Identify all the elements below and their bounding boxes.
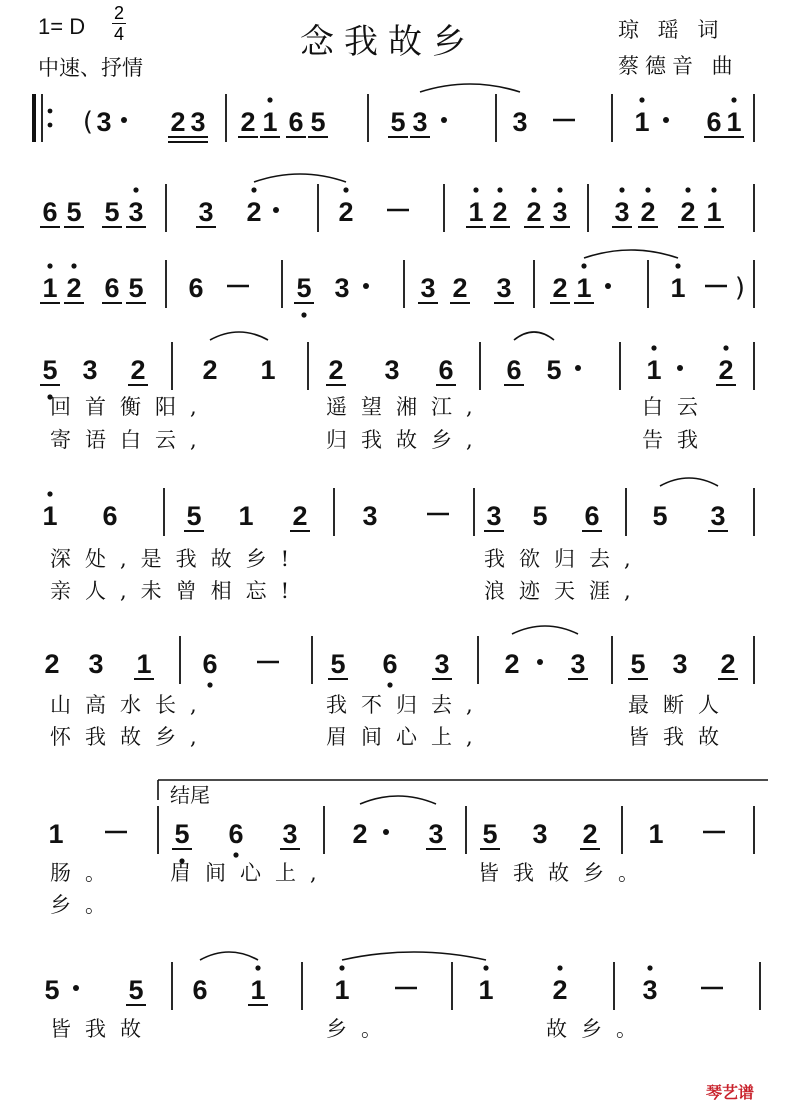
repeat-dot: [48, 123, 53, 128]
note: 3: [420, 273, 436, 303]
lyricist-credit: 琼 瑶 词: [618, 18, 725, 42]
note: 2: [44, 649, 60, 679]
note: 1: [670, 273, 686, 303]
tie-slur: [660, 478, 718, 486]
note: 2: [718, 355, 734, 385]
lyric-text: 归我故乡,: [326, 428, 487, 452]
note: 3: [428, 819, 444, 849]
note: 6: [288, 107, 304, 137]
high-octave-dot: [581, 263, 586, 268]
note: 6: [228, 819, 244, 849]
lyric-text: 白云: [642, 395, 712, 419]
ending-label: 结尾: [170, 783, 210, 807]
note: 2: [492, 197, 508, 227]
low-octave-dot: [301, 312, 306, 317]
note: 3: [672, 649, 688, 679]
note: 2: [246, 197, 262, 227]
augmentation-dot: [605, 283, 611, 289]
note: 6: [706, 107, 722, 137]
lyric-text: 我欲归去,: [484, 547, 645, 571]
note: 5: [532, 501, 548, 531]
lyric-text: 故乡。: [546, 1017, 651, 1041]
note: 1: [48, 819, 64, 849]
note: 3: [412, 107, 428, 137]
time-signature-top: 2: [113, 3, 124, 23]
lyric-text: 皆我故: [50, 1017, 155, 1041]
note: 2: [720, 649, 736, 679]
note: 3: [282, 819, 298, 849]
note: 2: [640, 197, 656, 227]
note: 6: [506, 355, 522, 385]
lyric-text: 眉间心上,: [170, 861, 331, 885]
note: 2: [582, 819, 598, 849]
note: 5: [390, 107, 406, 137]
note: 6: [192, 975, 208, 1005]
note: 1: [250, 975, 266, 1005]
note: 3: [128, 197, 144, 227]
note: 3: [496, 273, 512, 303]
repeat-thick-bar: [32, 94, 36, 142]
note: 3: [552, 197, 568, 227]
lyric-text: 眉间心上,: [326, 725, 487, 749]
note: 2: [452, 273, 468, 303]
high-octave-dot: [343, 187, 348, 192]
note: 2: [66, 273, 82, 303]
high-octave-dot: [675, 263, 680, 268]
note: 2: [202, 355, 218, 385]
high-octave-dot: [647, 965, 652, 970]
high-octave-dot: [711, 187, 716, 192]
note: 3: [570, 649, 586, 679]
note: 1: [42, 501, 58, 531]
note: 2: [240, 107, 256, 137]
note: 2: [504, 649, 520, 679]
augmentation-dot: [363, 283, 369, 289]
high-octave-dot: [645, 187, 650, 192]
key-signature: 1= D: [38, 14, 86, 39]
note: 5: [42, 355, 58, 385]
note: 6: [102, 501, 118, 531]
lyric-text: 皆我故乡。: [478, 861, 653, 885]
note: 5: [66, 197, 82, 227]
high-octave-dot: [557, 965, 562, 970]
lyric-text: 山高水长,: [50, 693, 211, 717]
tie-slur: [514, 332, 554, 340]
low-octave-dot: [233, 852, 238, 857]
note: 6: [584, 501, 600, 531]
augmentation-dot: [663, 117, 669, 123]
tie-slur: [254, 174, 346, 182]
note: 1: [478, 975, 494, 1005]
note: 2: [130, 355, 146, 385]
high-octave-dot: [557, 187, 562, 192]
note: 1: [726, 107, 742, 137]
note: 1: [238, 501, 254, 531]
tie-slur: [210, 332, 268, 340]
tie-slur: [342, 952, 486, 960]
tie-slur: [584, 250, 678, 258]
note: 5: [186, 501, 202, 531]
note: 2: [352, 819, 368, 849]
lyric-text: 寄语白云,: [50, 428, 211, 452]
note: 3: [532, 819, 548, 849]
tie-slur: [360, 796, 436, 804]
note: 6: [438, 355, 454, 385]
note: 3: [434, 649, 450, 679]
note: 3: [614, 197, 630, 227]
note: 6: [382, 649, 398, 679]
note: 2: [292, 501, 308, 531]
high-octave-dot: [723, 345, 728, 350]
high-octave-dot: [71, 263, 76, 268]
note: 3: [88, 649, 104, 679]
page-title: 念我故乡: [300, 22, 476, 62]
high-octave-dot: [267, 97, 272, 102]
note: 1: [42, 273, 58, 303]
lyric-text: 浪迹天涯,: [484, 579, 645, 603]
note: 6: [42, 197, 58, 227]
note: 1: [260, 355, 276, 385]
bracket-text: (: [82, 107, 94, 137]
high-octave-dot: [251, 187, 256, 192]
note: 1: [648, 819, 664, 849]
note: 2: [328, 355, 344, 385]
note: 3: [512, 107, 528, 137]
augmentation-dot: [441, 117, 447, 123]
note: 1: [468, 197, 484, 227]
note: 3: [486, 501, 502, 531]
high-octave-dot: [531, 187, 536, 192]
note: 3: [362, 501, 378, 531]
augmentation-dot: [537, 659, 543, 665]
watermark: 琴艺谱: [706, 1083, 755, 1102]
note: 2: [526, 197, 542, 227]
high-octave-dot: [47, 491, 52, 496]
note: 6: [202, 649, 218, 679]
high-octave-dot: [731, 97, 736, 102]
high-octave-dot: [483, 965, 488, 970]
augmentation-dot: [383, 829, 389, 835]
bracket-text: ): [734, 273, 746, 303]
composer-credit: 蔡德音 曲: [618, 54, 739, 78]
note: 2: [552, 975, 568, 1005]
augmentation-dot: [677, 365, 683, 371]
high-octave-dot: [133, 187, 138, 192]
note: 1: [576, 273, 592, 303]
high-octave-dot: [651, 345, 656, 350]
note: 5: [104, 197, 120, 227]
augmentation-dot: [73, 985, 79, 991]
low-octave-dot: [387, 682, 392, 687]
note: 5: [330, 649, 346, 679]
high-octave-dot: [685, 187, 690, 192]
lyric-text: 回首衡阳,: [50, 395, 211, 419]
note: 1: [634, 107, 650, 137]
note: 6: [188, 273, 204, 303]
note: 5: [630, 649, 646, 679]
high-octave-dot: [47, 263, 52, 268]
lyric-text: 深处,是我故乡!: [50, 547, 304, 571]
lyric-text: 我不归去,: [326, 693, 487, 717]
tie-slur: [420, 84, 520, 92]
tempo-marking: 中速、抒情: [38, 56, 143, 80]
tie-slur: [512, 626, 578, 634]
note: 1: [706, 197, 722, 227]
note: 5: [310, 107, 326, 137]
augmentation-dot: [273, 207, 279, 213]
lyric-text: 怀我故乡,: [50, 725, 211, 749]
lyric-text: 最断人: [628, 693, 733, 717]
note: 1: [334, 975, 350, 1005]
note: 3: [82, 355, 98, 385]
note: 5: [174, 819, 190, 849]
note: 5: [546, 355, 562, 385]
notation: [32, 84, 760, 1041]
lyric-text: 皆我故: [628, 725, 733, 749]
lyric-text: 告我: [642, 428, 712, 452]
note: 1: [646, 355, 662, 385]
high-octave-dot: [473, 187, 478, 192]
note: 5: [44, 975, 60, 1005]
note: 5: [652, 501, 668, 531]
note: 5: [128, 273, 144, 303]
note: 3: [96, 107, 112, 137]
note: 3: [642, 975, 658, 1005]
lyric-text: 肠。: [50, 861, 120, 885]
high-octave-dot: [497, 187, 502, 192]
note: 1: [136, 649, 152, 679]
note: 2: [680, 197, 696, 227]
note: 6: [104, 273, 120, 303]
note: 3: [710, 501, 726, 531]
note: 2: [170, 107, 186, 137]
low-octave-dot: [207, 682, 212, 687]
note: 5: [128, 975, 144, 1005]
note: 5: [482, 819, 498, 849]
note: 3: [384, 355, 400, 385]
high-octave-dot: [339, 965, 344, 970]
high-octave-dot: [619, 187, 624, 192]
high-octave-dot: [639, 97, 644, 102]
augmentation-dot: [575, 365, 581, 371]
note: 1: [262, 107, 278, 137]
note: 3: [198, 197, 214, 227]
lyric-text: 乡。: [326, 1017, 396, 1041]
note: 2: [552, 273, 568, 303]
high-octave-dot: [255, 965, 260, 970]
repeat-dot: [48, 109, 53, 114]
note: 3: [190, 107, 206, 137]
lyric-text: 遥望湘江,: [326, 395, 487, 419]
note: 3: [334, 273, 350, 303]
augmentation-dot: [121, 117, 127, 123]
lyric-text: 乡。: [50, 893, 120, 917]
lyric-text: 亲人,未曾相忘!: [50, 579, 304, 603]
time-signature-bottom: 4: [113, 24, 124, 44]
note: 5: [296, 273, 312, 303]
note: 2: [338, 197, 354, 227]
tie-slur: [200, 952, 258, 960]
